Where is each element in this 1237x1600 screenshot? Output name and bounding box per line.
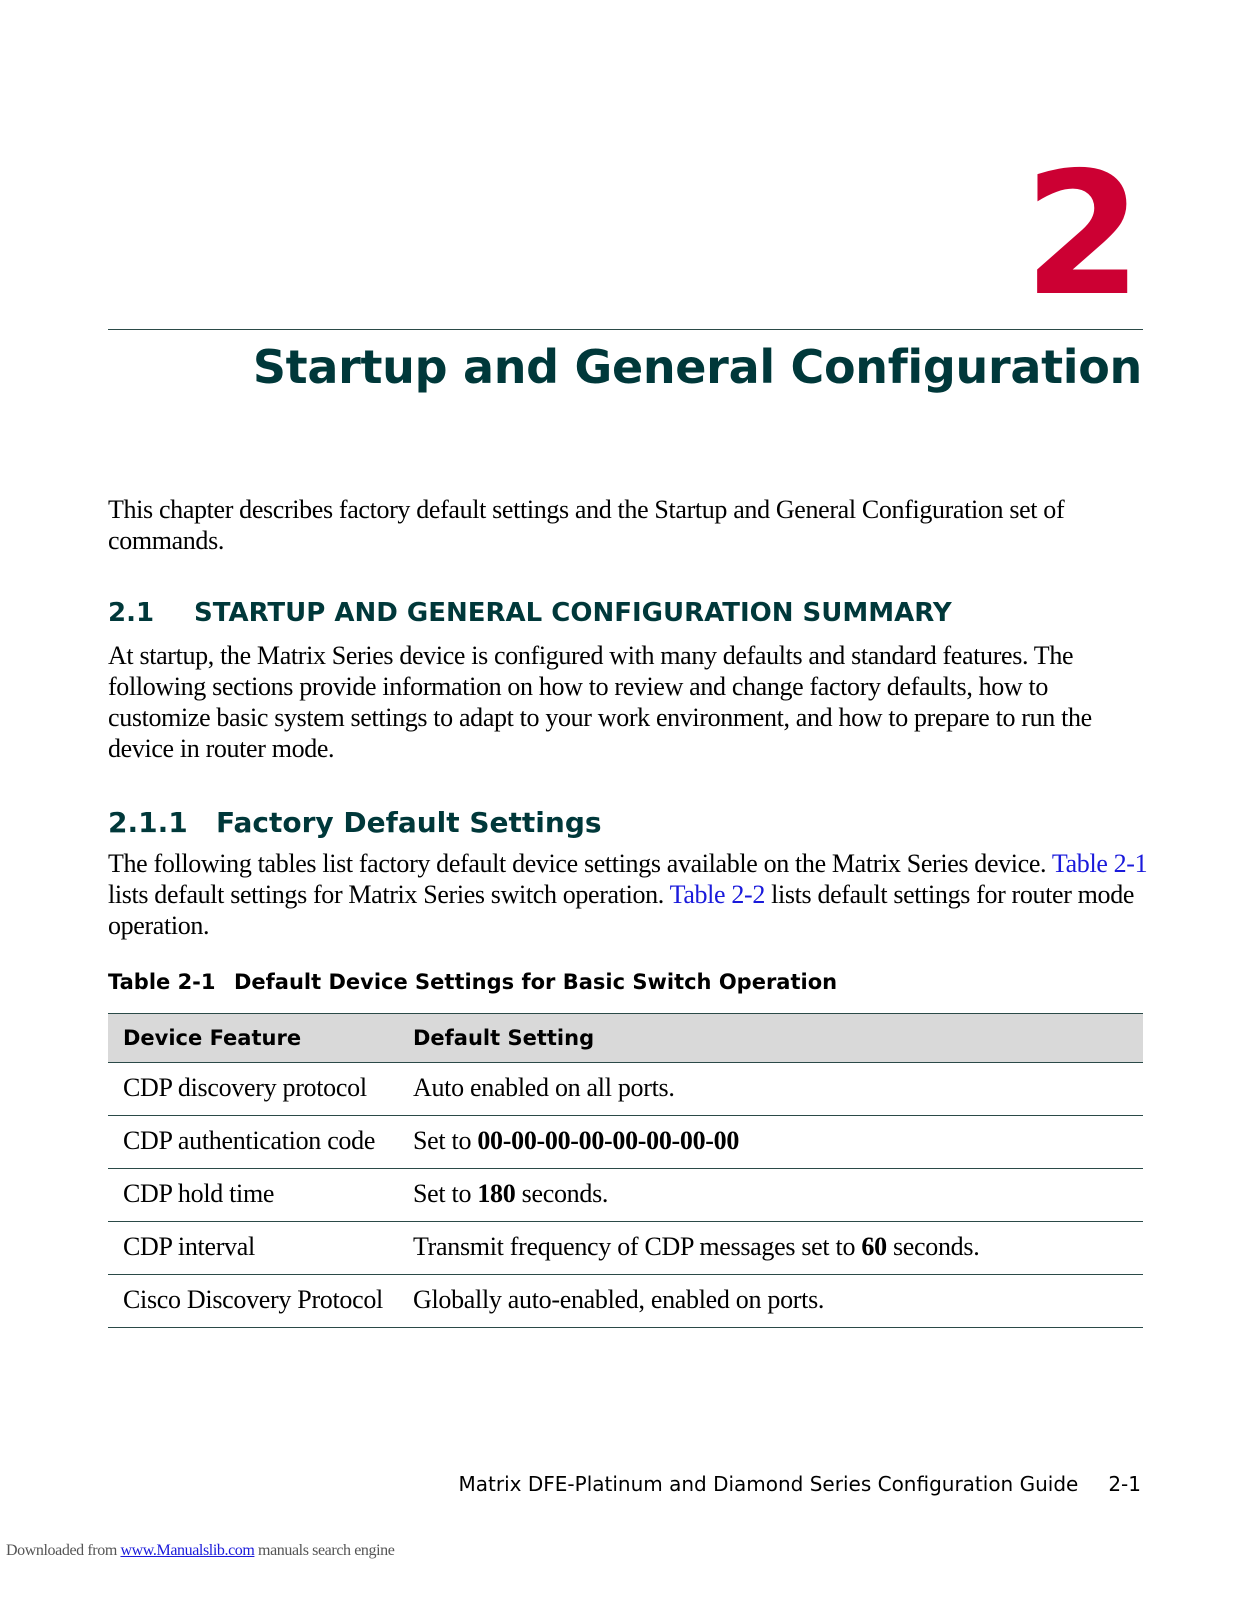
setting-text: Globally auto-enabled, enabled on ports. [413,1285,825,1314]
default-settings-table [108,1013,1143,1328]
setting-cell [398,1169,1143,1222]
table-2-1-link[interactable]: Table 2-1 [1051,849,1148,878]
manualslib-link[interactable]: www.Manualslib.com [120,1542,255,1559]
table-row [108,1116,1143,1169]
setting-text: seconds. [886,1232,980,1261]
section-2-1-body: At startup, the Matrix Series device is configured with many defaults and standard features. The following sections provide information on how to review and change factory defaults, how to customize basic system settings to adapt to your work environment, and how to prepare to run the device in router mode. [108,641,1092,763]
table-caption-number: Table 2-1 [108,970,216,994]
table-row [108,1169,1143,1222]
page-number: 2-1 [1108,1472,1141,1496]
table-row [108,1275,1143,1328]
section-2-1-1-body [108,848,1148,941]
body-text: lists default settings for router mode operation. [108,880,1135,940]
setting-cell [398,1116,1143,1169]
setting-cell [398,1222,1143,1275]
table-caption-title: Default Device Settings for Basic Switch Operation [234,970,838,994]
setting-text: Set to [413,1179,478,1208]
feature-cell: CDP authentication code [108,1116,398,1169]
download-prefix: Downloaded from [6,1542,121,1559]
section-title: STARTUP AND GENERAL CONFIGURATION SUMMARY [194,598,952,628]
section-2-1-heading [108,598,952,628]
setting-text: Set to [413,1126,478,1155]
body-text: The following tables list factory default device settings available on the Matrix Series device. [108,849,1052,878]
header-default-setting: Default Setting [398,1014,1143,1063]
table-2-2-link[interactable]: Table 2-2 [669,880,765,909]
page-footer [459,1472,1141,1496]
table-caption [108,970,837,994]
section-number: 2.1 [108,598,155,628]
feature-cell: CDP interval [108,1222,398,1275]
download-suffix: manuals search engine [254,1542,395,1559]
header-device-feature: Device Feature [108,1014,398,1063]
feature-cell: CDP discovery protocol [108,1063,398,1116]
feature-cell: CDP hold time [108,1169,398,1222]
feature-cell: Cisco Discovery Protocol [108,1275,398,1328]
body-text: lists default settings for Matrix Series switch operation. [108,880,670,909]
setting-text: Auto enabled on all ports. [413,1073,675,1102]
chapter-number: 2 [1023,136,1142,334]
setting-text: Transmit frequency of CDP messages set to [413,1232,862,1261]
subsection-number: 2.1.1 [108,806,188,839]
intro-paragraph: This chapter describes factory default settings and the Startup and General Configuration set of commands. [108,495,1065,555]
setting-value: 00-00-00-00-00-00-00-00 [477,1126,740,1155]
setting-value: 180 [477,1179,516,1208]
table-row [108,1063,1143,1116]
chapter-title: Startup and General Configuration [252,340,1142,394]
table-header-row [108,1014,1143,1063]
section-2-1-1-heading [108,806,602,839]
table-row [108,1222,1143,1275]
setting-text: seconds. [515,1179,609,1208]
download-note [6,1542,394,1560]
chapter-divider [108,329,1143,330]
setting-cell [398,1063,1143,1116]
subsection-title: Factory Default Settings [216,806,602,839]
footer-guide-title: Matrix DFE-Platinum and Diamond Series Configuration Guide [458,1472,1079,1496]
setting-cell [398,1275,1143,1328]
setting-value: 60 [861,1232,887,1261]
